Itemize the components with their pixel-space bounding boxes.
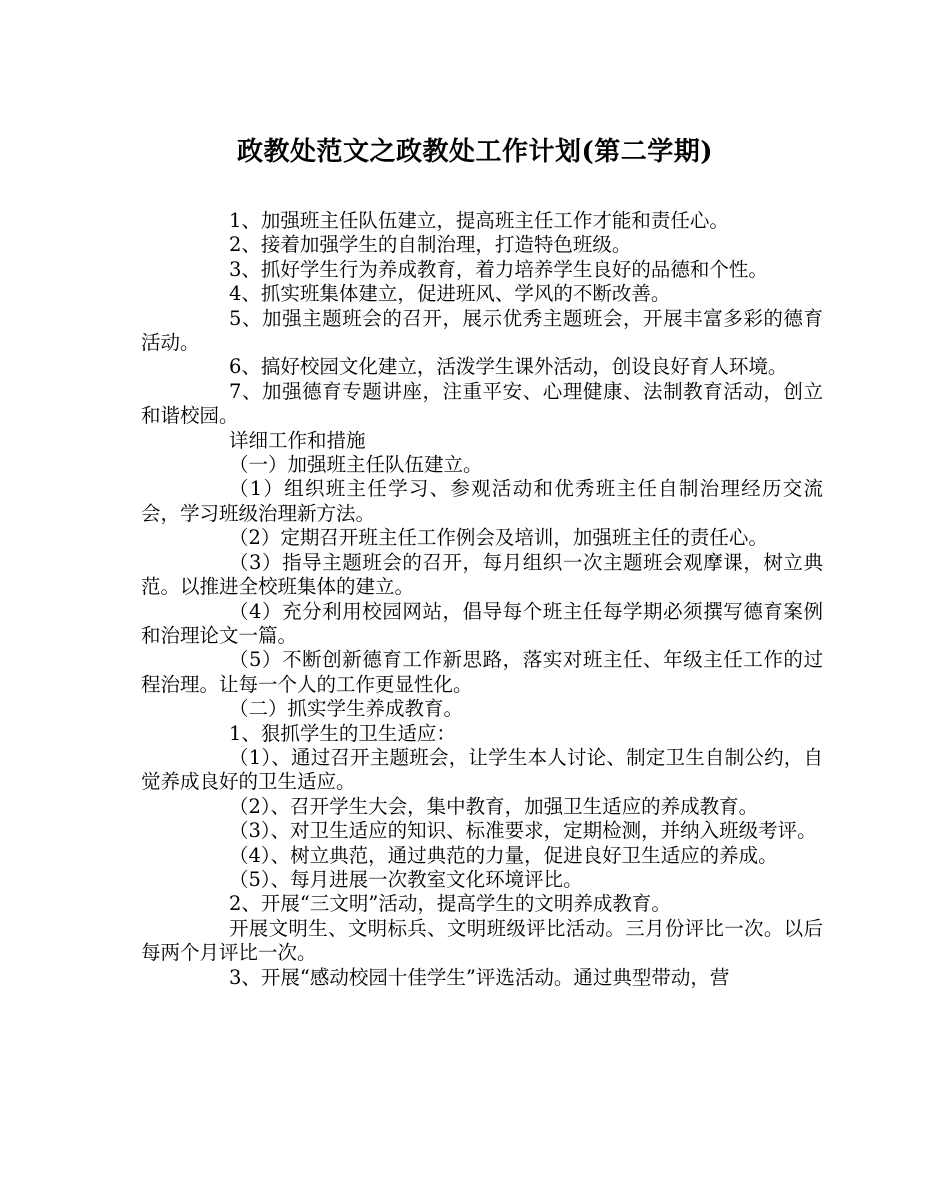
paragraph: 开展文明生、文明标兵、文明班级评比活动。三月份评比一次。以后每两个月评比一次。 xyxy=(141,916,823,965)
paragraph: 1、加强班主任队伍建立，提高班主任工作才能和责任心。 xyxy=(229,209,729,232)
paragraph: 6、搞好校园文化建立，活泼学生课外活动，创设良好育人环境。 xyxy=(229,355,788,379)
paragraph: （2）定期召开班主任工作例会及培训，加强班主任的责任心。 xyxy=(229,526,768,550)
paragraph: 1、狠抓学生的卫生适应： xyxy=(229,721,456,745)
paragraph: 2、开展“三文明”活动，提高学生的文明养成教育。 xyxy=(229,892,671,916)
paragraph: （4）、树立典范，通过典范的力量，促进良好卫生适应的养成。 xyxy=(229,843,778,867)
paragraph: （3）、对卫生适应的知识、标准要求，定期检测，并纳入班级考评。 xyxy=(229,819,817,843)
subsection-heading: （二）抓实学生养成教育。 xyxy=(229,697,464,721)
paragraph: （3）指导主题班会的召开，每月组织一次主题班会观摩课，树立典范。以推进全校班集体的建立。 xyxy=(141,550,823,599)
paragraph: 2、接着加强学生的自制治理，打造特色班级。 xyxy=(229,233,632,257)
paragraph: 7、加强德育专题讲座，注重平安、心理健康、法制教育活动，创立和谐校园。 xyxy=(141,379,823,428)
paragraph: （1）组织班主任学习、参观活动和优秀班主任自制治理经历交流会，学习班级治理新方法。 xyxy=(141,477,823,525)
section-heading: 详细工作和措施 xyxy=(229,428,366,452)
subsection-heading: （一）加强班主任队伍建立。 xyxy=(229,453,483,477)
paragraph: 4、抓实班集体建立，促进班风、学风的不断改善。 xyxy=(229,282,671,306)
paragraph: （5）、每月进展一次教室文化环境评比。 xyxy=(229,867,583,891)
document-body xyxy=(141,209,823,990)
paragraph: 5、加强主题班会的召开，展示优秀主题班会，开展丰富多彩的德育活动。 xyxy=(141,306,823,355)
paragraph: （2）、召开学生大会，集中教育，加强卫生适应的养成教育。 xyxy=(229,794,759,818)
paragraph: 3、抓好学生行为养成教育，着力培养学生良好的品德和个性。 xyxy=(229,257,768,281)
paragraph: （1）、通过召开主题班会，让学生本人讨论、制定卫生自制公约，自觉养成良好的卫生适应。 xyxy=(141,745,823,794)
page-title: 政教处范文之政教处工作计划(第二学期) xyxy=(236,137,714,167)
paragraph: （5）不断创新德育工作新思路，落实对班主任、年级主任工作的过程治理。让每一个人的工作更显性化。 xyxy=(141,648,823,696)
paragraph: （4）充分利用校园网站，倡导每个班主任每学期必须撰写德育案例和治理论文一篇。 xyxy=(141,599,823,647)
paragraph: 3、开展“感动校园十佳学生”评选活动。通过典型带动，营 xyxy=(229,965,730,989)
